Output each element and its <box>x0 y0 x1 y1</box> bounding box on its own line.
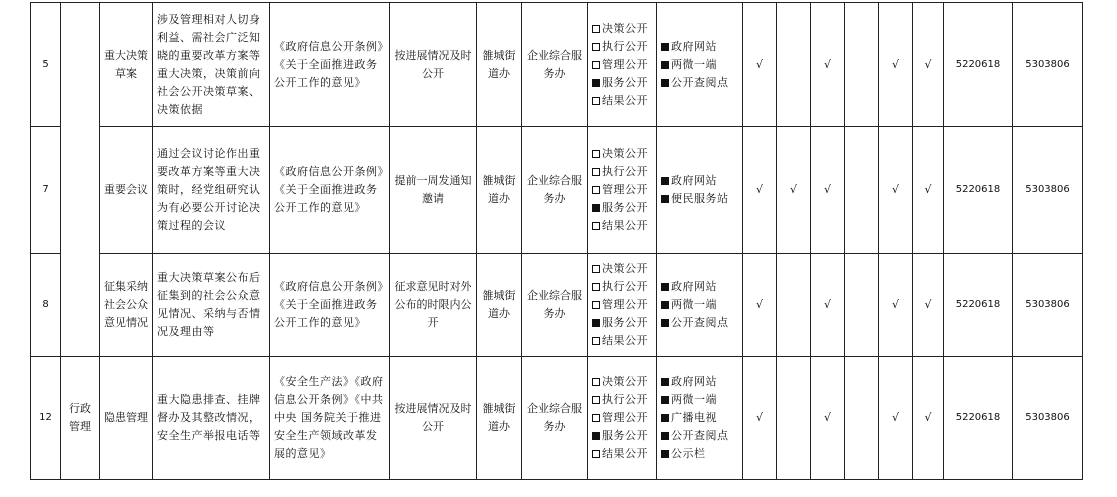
disclosure-table <box>30 2 1083 480</box>
checkbox-icon <box>592 414 600 422</box>
phone-cell: 5303806 <box>1013 357 1083 480</box>
checkbox-icon <box>592 378 600 386</box>
item-cell: 重大决策草案 <box>100 3 153 127</box>
checkbox-checked-icon <box>592 319 600 327</box>
stage-option: 决策公开 <box>592 373 652 391</box>
channels-cell <box>657 127 743 254</box>
check-mark: √ <box>913 3 944 127</box>
square-bullet-icon <box>661 378 669 386</box>
square-bullet-icon <box>661 61 669 69</box>
channel-item: 便民服务站 <box>661 190 738 208</box>
checkbox-icon <box>592 97 600 105</box>
channel-item: 政府网站 <box>661 278 738 296</box>
checkbox-icon <box>592 396 600 404</box>
checkbox-icon <box>592 61 600 69</box>
stage-option: 执行公开 <box>592 391 652 409</box>
timing-cell: 征求意见时对外公布的时限内公开 <box>390 254 477 357</box>
square-bullet-icon <box>661 283 669 291</box>
stage-option: 执行公开 <box>592 163 652 181</box>
stages-cell <box>588 3 657 127</box>
square-bullet-icon <box>661 79 669 87</box>
dept-cell: 企业综合服务办 <box>522 3 588 127</box>
square-bullet-icon <box>661 432 669 440</box>
checkbox-icon <box>592 222 600 230</box>
checkbox-icon <box>592 25 600 33</box>
table-row <box>31 254 1083 357</box>
checkbox-checked-icon <box>592 79 600 87</box>
stage-option: 服务公开 <box>592 314 652 332</box>
basis-cell: 《政府信息公开条例》《关于全面推进政务公开工作的意见》 <box>270 3 390 127</box>
square-bullet-icon <box>661 177 669 185</box>
check-mark <box>777 3 811 127</box>
item-cell: 重要会议 <box>100 127 153 254</box>
checkbox-icon <box>592 150 600 158</box>
timing-cell: 按进展情况及时公开 <box>390 3 477 127</box>
stages-cell <box>588 254 657 357</box>
square-bullet-icon <box>661 43 669 51</box>
check-mark <box>845 127 879 254</box>
channel-item: 政府网站 <box>661 172 738 190</box>
stage-option: 结果公开 <box>592 332 652 350</box>
content-cell: 重大决策草案公布后征集到的社会公众意见情况、采纳与否情况及理由等 <box>153 254 270 357</box>
stage-option: 决策公开 <box>592 260 652 278</box>
channels-cell <box>657 254 743 357</box>
content-cell: 涉及管理相对人切身利益、需社会广泛知晓的重要改革方案等重大决策，决策前向社会公开决策草案、决策依据 <box>153 3 270 127</box>
check-mark: √ <box>743 254 777 357</box>
channel-item: 政府网站 <box>661 373 738 391</box>
check-mark <box>845 254 879 357</box>
timing-cell: 按进展情况及时公开 <box>390 357 477 480</box>
check-mark: √ <box>913 127 944 254</box>
stage-option: 执行公开 <box>592 278 652 296</box>
checkbox-icon <box>592 168 600 176</box>
stage-option: 决策公开 <box>592 20 652 38</box>
content-cell: 重大隐患排查、挂牌督办及其整改情况，安全生产举报电话等 <box>153 357 270 480</box>
phone-cell: 5303806 <box>1013 254 1083 357</box>
phone-cell: 5220618 <box>944 357 1013 480</box>
category-cell: 行政管理 <box>61 357 100 480</box>
phone-cell: 5303806 <box>1013 3 1083 127</box>
dept-cell: 企业综合服务办 <box>522 254 588 357</box>
checkbox-checked-icon <box>592 204 600 212</box>
square-bullet-icon <box>661 319 669 327</box>
channel-item: 广播电视 <box>661 409 738 427</box>
dept-cell: 企业综合服务办 <box>522 357 588 480</box>
basis-cell: 《安全生产法》《政府信息公开条例》《中共中央 国务院关于推进安全生产领域改革发展的意见》 <box>270 357 390 480</box>
stage-option: 管理公开 <box>592 409 652 427</box>
phone-cell: 5220618 <box>944 254 1013 357</box>
channels-cell <box>657 357 743 480</box>
square-bullet-icon <box>661 396 669 404</box>
subject-cell: 雒城街道办 <box>477 127 522 254</box>
check-mark: √ <box>743 127 777 254</box>
seq-cell: 7 <box>31 127 61 254</box>
phone-cell: 5220618 <box>944 127 1013 254</box>
seq-cell: 8 <box>31 254 61 357</box>
subject-cell: 雒城街道办 <box>477 3 522 127</box>
phone-cell: 5220618 <box>944 3 1013 127</box>
stage-option: 结果公开 <box>592 217 652 235</box>
checkbox-icon <box>592 337 600 345</box>
seq-cell: 12 <box>31 357 61 480</box>
checkbox-checked-icon <box>592 432 600 440</box>
basis-cell: 《政府信息公开条例》《关于全面推进政务公开工作的意见》 <box>270 254 390 357</box>
checkbox-icon <box>592 283 600 291</box>
stage-option: 执行公开 <box>592 38 652 56</box>
dept-cell: 企业综合服务办 <box>522 127 588 254</box>
channel-item: 公示栏 <box>661 445 738 463</box>
check-mark <box>845 3 879 127</box>
check-mark: √ <box>879 3 913 127</box>
stages-cell <box>588 127 657 254</box>
check-mark: √ <box>743 357 777 480</box>
subject-cell: 雒城街道办 <box>477 357 522 480</box>
category-cell <box>61 3 100 357</box>
check-mark: √ <box>879 254 913 357</box>
check-mark: √ <box>879 357 913 480</box>
check-mark: √ <box>879 127 913 254</box>
square-bullet-icon <box>661 450 669 458</box>
checkbox-icon <box>592 450 600 458</box>
stage-option: 服务公开 <box>592 199 652 217</box>
table-row <box>31 357 1083 480</box>
checkbox-icon <box>592 186 600 194</box>
check-mark <box>777 254 811 357</box>
square-bullet-icon <box>661 414 669 422</box>
timing-cell: 提前一周发通知邀请 <box>390 127 477 254</box>
table-row <box>31 3 1083 127</box>
channel-item: 公开查阅点 <box>661 314 738 332</box>
subject-cell: 雒城街道办 <box>477 254 522 357</box>
channels-cell <box>657 3 743 127</box>
check-mark: √ <box>811 254 845 357</box>
check-mark: √ <box>743 3 777 127</box>
channel-item: 两微一端 <box>661 56 738 74</box>
checkbox-icon <box>592 265 600 273</box>
square-bullet-icon <box>661 301 669 309</box>
check-mark: √ <box>811 3 845 127</box>
checkbox-icon <box>592 301 600 309</box>
check-mark <box>845 357 879 480</box>
check-mark: √ <box>811 357 845 480</box>
stage-option: 结果公开 <box>592 445 652 463</box>
check-mark <box>777 357 811 480</box>
table-row <box>31 127 1083 254</box>
basis-cell: 《政府信息公开条例》《关于全面推进政务公开工作的意见》 <box>270 127 390 254</box>
stages-cell <box>588 357 657 480</box>
channel-item: 两微一端 <box>661 296 738 314</box>
stage-option: 服务公开 <box>592 74 652 92</box>
item-cell: 征集采纳社会公众意见情况 <box>100 254 153 357</box>
stage-option: 管理公开 <box>592 56 652 74</box>
item-cell: 隐患管理 <box>100 357 153 480</box>
stage-option: 管理公开 <box>592 181 652 199</box>
checkbox-icon <box>592 43 600 51</box>
square-bullet-icon <box>661 195 669 203</box>
channel-item: 两微一端 <box>661 391 738 409</box>
stage-option: 结果公开 <box>592 92 652 110</box>
stage-option: 决策公开 <box>592 145 652 163</box>
channel-item: 公开查阅点 <box>661 74 738 92</box>
check-mark: √ <box>913 254 944 357</box>
phone-cell: 5303806 <box>1013 127 1083 254</box>
stage-option: 服务公开 <box>592 427 652 445</box>
check-mark: √ <box>811 127 845 254</box>
channel-item: 政府网站 <box>661 38 738 56</box>
stage-option: 管理公开 <box>592 296 652 314</box>
channel-item: 公开查阅点 <box>661 427 738 445</box>
check-mark: √ <box>913 357 944 480</box>
check-mark: √ <box>777 127 811 254</box>
seq-cell: 5 <box>31 3 61 127</box>
content-cell: 通过会议讨论作出重要改革方案等重大决策时，经党组研究认为有必要公开讨论决策过程的会议 <box>153 127 270 254</box>
